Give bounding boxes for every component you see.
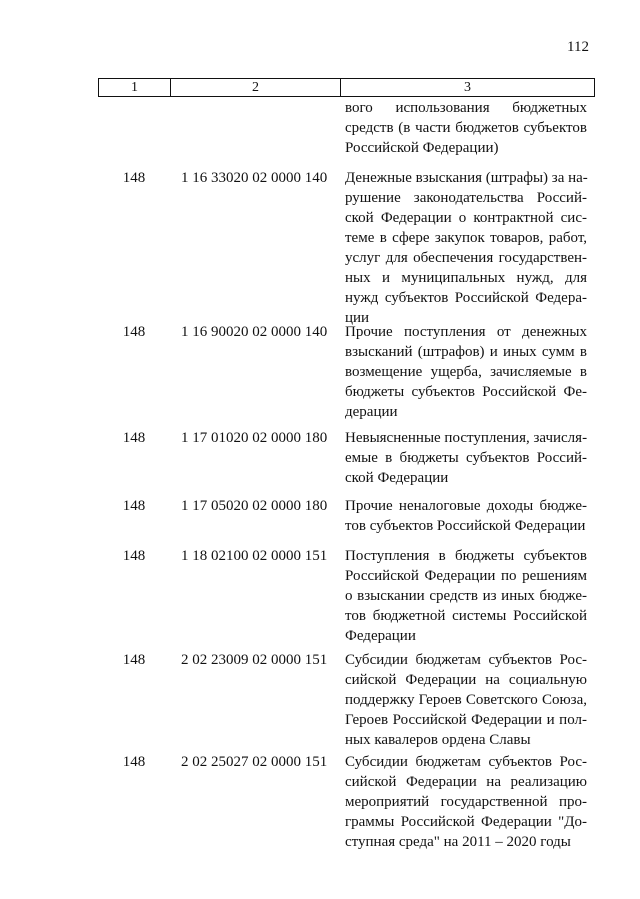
- row-name: [345, 322, 587, 422]
- budget-code: 1 16 90020 02 0000 140: [181, 324, 328, 340]
- page-number: 112: [567, 39, 589, 55]
- budget-code: 2 02 25027 02 0000 151: [181, 754, 328, 770]
- name-line: ступная среда" на 2011 – 2020 годы: [345, 834, 571, 850]
- name-line: Невыясненные поступления, зачисля-: [345, 430, 588, 446]
- header-cell-2: 2: [171, 79, 341, 96]
- name-line: бюджеты субъектов Российской Фе-: [345, 384, 587, 400]
- name-line: ской Федерации о контрактной сис-: [345, 210, 587, 226]
- name-line: тов бюджетной системы Российской: [345, 608, 587, 624]
- name-line: Субсидии бюджетам субъектов Рос-: [345, 652, 587, 668]
- name-line: граммы Российской Федерации "До-: [345, 814, 587, 830]
- name-line: тов субъектов Российской Федерации: [345, 518, 586, 534]
- name-line: Субсидии бюджетам субъектов Рос-: [345, 754, 587, 770]
- budget-code: 1 17 01020 02 0000 180: [181, 430, 328, 446]
- name-line: ской Федерации: [345, 470, 449, 486]
- name-line: Денежные взыскания (штрафы) за на-: [345, 170, 588, 186]
- name-line: Российской Федерации): [345, 140, 499, 156]
- name-line: Прочие поступления от денежных: [345, 324, 587, 340]
- name-line: взысканий (штрафов) и иных сумм в: [345, 344, 587, 360]
- admin-code: 148: [122, 548, 146, 564]
- name-line: ных кавалеров ордена Славы: [345, 732, 531, 748]
- admin-code: 148: [122, 324, 146, 340]
- budget-code: 2 02 23009 02 0000 151: [181, 652, 328, 668]
- name-line: сийской Федерации на реализацию: [345, 774, 587, 790]
- name-line: поддержку Героев Советского Союза,: [345, 692, 587, 708]
- name-line: Прочие неналоговые доходы бюдже-: [345, 498, 587, 514]
- row-name: [345, 428, 587, 488]
- name-line: дерации: [345, 404, 398, 420]
- row-name: [345, 496, 587, 536]
- name-line: средств (в части бюджетов субъектов: [345, 120, 587, 136]
- name-line: сийской Федерации на социальную: [345, 672, 587, 688]
- name-line: нужд субъектов Российской Федера-: [345, 290, 587, 306]
- row-name: [345, 168, 587, 328]
- name-line: Федерации: [345, 628, 416, 644]
- table-header: [98, 78, 595, 97]
- budget-code: 1 18 02100 02 0000 151: [181, 548, 328, 564]
- name-line: теме в сфере закупок товаров, работ,: [345, 230, 587, 246]
- row-name: [345, 98, 587, 158]
- name-line: ных и муниципальных нужд, для: [345, 270, 587, 286]
- admin-code: 148: [122, 430, 146, 446]
- admin-code: 148: [122, 754, 146, 770]
- name-line: возмещение ущерба, зачисляемые в: [345, 364, 587, 380]
- name-line: услуг для обеспечения государствен-: [345, 250, 587, 266]
- name-line: Поступления в бюджеты субъектов: [345, 548, 587, 564]
- budget-code: 1 16 33020 02 0000 140: [181, 170, 328, 186]
- name-line: мероприятий государственной про-: [345, 794, 587, 810]
- name-line: емые в бюджеты субъектов Россий-: [345, 450, 587, 466]
- row-name: [345, 650, 587, 750]
- name-line: о взыскании средств из иных бюдже-: [345, 588, 587, 604]
- budget-code: 1 17 05020 02 0000 180: [181, 498, 328, 514]
- name-line: Героев Российской Федерации и пол-: [345, 712, 587, 728]
- name-line: рушение законодательства Россий-: [345, 190, 587, 206]
- admin-code: 148: [122, 652, 146, 668]
- header-cell-3: 3: [464, 79, 471, 95]
- admin-code: 148: [122, 498, 146, 514]
- row-name: [345, 752, 587, 852]
- admin-code: 148: [122, 170, 146, 186]
- header-cell-1: 1: [99, 79, 171, 96]
- name-line: Российской Федерации по решениям: [345, 568, 587, 584]
- name-line: вого использования бюджетных: [345, 100, 587, 116]
- name-line: ции: [345, 310, 370, 326]
- row-name: [345, 546, 587, 646]
